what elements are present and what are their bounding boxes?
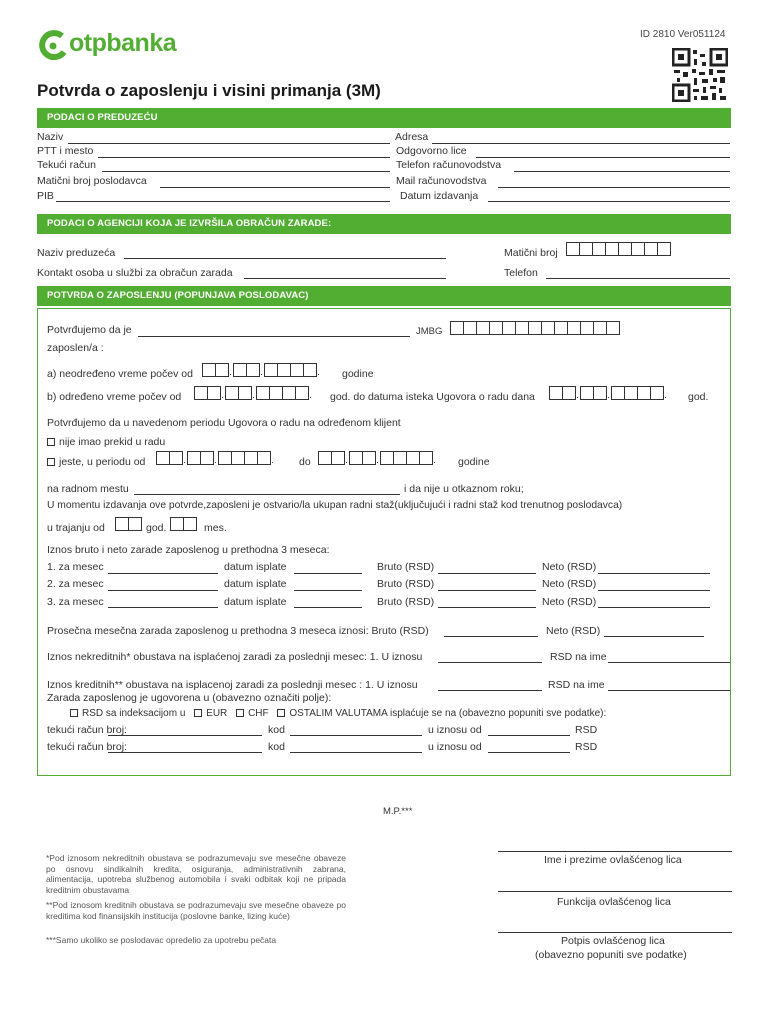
ptt-label: PTT i mesto [37,145,94,157]
salary-row-1: 1. za mesec [47,561,104,573]
employer-mb-field[interactable] [160,187,390,188]
option-b-end: god. [688,391,709,403]
employer-mb-label: Matični broj poslodavca [37,175,147,187]
stamp-label: M.P.*** [383,806,413,817]
document-id: ID 2810 Ver051124 [640,29,726,40]
credit-label: Iznos kreditnih** obustava na isplacenoj zaradi za poslednji mesec : 1. U iznosu [47,679,418,691]
section-employment-heading: POTVRDA O ZAPOSLENJU (POPUNJAVA POSLODAVAC) [37,286,731,306]
issue-date-label: Datum izdavanja [400,190,479,202]
currency-options [70,708,606,719]
salary-date-label-3: datum isplate [224,596,287,608]
jmbg-boxes[interactable] [450,321,619,335]
kod-label-2: kod [268,741,285,753]
agency-mb-boxes[interactable] [566,242,670,256]
position-field[interactable] [134,494,400,495]
avg-bruto-field[interactable] [444,636,538,637]
other-option-label: OSTALIM VALUTAMA isplaćuje se na (obavezno popuniti sve podatke): [289,708,607,719]
kod-label-1: kod [268,724,285,736]
section-agency-heading: PODACI O AGENCIJI KOJA JE IZVRŠILA OBRAČUN ZARADE: [37,214,731,234]
option-b-start-date[interactable]: . . . [194,386,313,400]
account-field-1[interactable] [108,735,262,736]
salary-neto-label-3: Neto (RSD) [542,596,597,608]
employee-name-field[interactable] [138,336,410,337]
agency-mb-label: Matični broj [504,247,558,259]
chf-option-label: CHF [248,708,269,719]
salary-bruto-label-1: Bruto (RSD) [377,561,435,573]
yes-break-option[interactable]: jeste, u periodu od [47,456,145,468]
rsd-option-label: RSD sa indeksacijom u [82,708,186,719]
salary-neto-field-3[interactable] [598,607,710,608]
brand-name: otpbanka [69,29,177,57]
noncredit-end: RSD na ime [550,651,607,663]
no-break-option[interactable]: nije imao prekid u radu [47,436,165,448]
jmbg-label: JMBG [416,326,443,337]
responsible-field[interactable] [476,157,730,158]
credit-name-field[interactable] [608,690,730,691]
signatory-name-label: Ime i prezime ovlašćenog lica [544,854,682,866]
other-checkbox[interactable] [277,709,285,717]
salary-neto-field-2[interactable] [598,590,710,591]
signatory-name-field[interactable] [498,851,732,852]
break-from-date[interactable]: . . . [156,451,275,465]
footnote-noncredit: *Pod iznosom nekreditnih obustava se podrazumevaju sve mesečne obaveze po osnovu sindikalnih kredita, osiguranja, administrativnih zabrana, alimentacija, upotreba službenog automobila i svaki odbitak koji ne pripada kreditnim obustavama [46,853,346,895]
credit-amount-field[interactable] [438,690,542,691]
break-to-date[interactable]: . . . [318,451,437,465]
noncredit-label: Iznos nekreditnih* obustava na isplaćenoj zaradi za poslednji mesec: 1. U iznosu [47,651,423,663]
acc-phone-label: Telefon računovodstva [396,159,502,171]
address-label: Adresa [395,131,429,143]
option-a-end: godine [342,368,374,380]
position-end: i da nije u otkaznom roku; [404,483,524,495]
salary-date-label-1: datum isplate [224,561,287,573]
account-label: Tekući račun [37,159,96,171]
rsd-label-2: RSD [575,741,598,753]
qr-code-icon [672,48,728,102]
salary-row-2: 2. za mesec [47,578,104,590]
avg-neto-label: Neto (RSD) [546,625,601,637]
eur-option-label: EUR [206,708,228,719]
chf-checkbox[interactable] [236,709,244,717]
position-label: na radnom mestu [47,483,129,495]
confirm-label: Potvrđujemo da je [47,324,132,336]
agency-phone-label: Telefon [504,267,538,279]
tenure-label: u trajanju od [47,522,105,534]
salary-bruto-field-1[interactable] [438,573,536,574]
salary-date-field-3[interactable] [294,607,362,608]
address-field[interactable] [432,143,730,144]
tenure-months-boxes[interactable] [170,517,196,531]
salary-bruto-field-2[interactable] [438,590,536,591]
salary-date-field-2[interactable] [294,590,362,591]
period-text: Potvrđujemo da u navedenom periodu Ugovora o radu na određenom klijent [47,417,401,429]
contract-label: Zarada zaposlenog je ugovorena u (obavezno označiti polje): [47,692,332,704]
salary-bruto-field-3[interactable] [438,607,536,608]
rsd-checkbox[interactable] [70,709,78,717]
account-field-2[interactable] [108,752,262,753]
contact-field[interactable] [244,278,446,279]
company-name-label: Naziv [37,131,64,143]
tenure-years-boxes[interactable] [115,517,141,531]
pib-field[interactable] [56,201,390,202]
tenure-text: U momentu izdavanja ove potvrde,zaposleni je ostvario/la ukupan radni staž(uključujući i radni staž kod trenutnog poslodavca) [47,500,623,511]
noncredit-amount-field[interactable] [438,662,542,663]
signature-label: Potpis ovlašćenog lica [561,935,665,947]
account-label-1: tekući račun broj: [47,724,127,736]
agency-phone-field[interactable] [546,278,730,279]
account-field[interactable] [102,171,390,172]
salary-neto-label-2: Neto (RSD) [542,578,597,590]
signature-field[interactable] [498,932,732,933]
footnote-credit: **Pod iznosom kreditnih obustava se podrazumevaju sve mesečne obaveze po kreditima kod finansijskih institucija (poslovne banke, lizing kuće) [46,900,346,921]
salary-month-field-3[interactable] [108,607,218,608]
salary-month-field-1[interactable] [108,573,218,574]
amount-field-2[interactable] [488,752,570,753]
amount-field-1[interactable] [488,735,570,736]
avg-neto-field[interactable] [604,636,704,637]
option-b-label: b) određeno vreme počev od [47,391,182,403]
option-b-mid: god. do datuma isteka Ugovora o radu dana [330,391,535,403]
rsd-label-1: RSD [575,724,598,736]
eur-checkbox[interactable] [194,709,202,717]
option-b-end-date[interactable]: . . . [549,386,668,400]
noncredit-name-field[interactable] [608,662,730,663]
section-company-heading: PODACI O PREDUZEĆU [37,108,731,128]
acc-mail-field[interactable] [498,187,730,188]
salary-bruto-label-3: Bruto (RSD) [377,596,435,608]
contact-label: Kontakt osoba u službi za obračun zarada [37,267,233,279]
yes-break-checkbox[interactable] [47,458,55,466]
otp-logo-icon [37,30,71,62]
tenure-mes: mes. [204,522,227,534]
footnote-stamp: ***Samo ukoliko se poslodavac opredelio za upotrebu pečata [46,935,277,945]
agency-name-label: Naziv preduzeća [37,247,116,259]
account-label-2: tekući račun broj: [47,741,127,753]
break-end-label: godine [458,456,490,468]
avg-salary-label: Prosečna mesečna zarada zaposlenog u prethodna 3 meseca iznosi: Bruto (RSD) [47,625,429,637]
page-title: Potvrda o zaposlenju i visini primanja (3M) [37,81,381,100]
kod-field-2[interactable] [290,752,422,753]
agency-name-field[interactable] [124,258,446,259]
signatory-function-label: Funkcija ovlašćenog lica [557,896,671,908]
issue-date-field[interactable] [488,201,730,202]
responsible-label: Odgovorno lice [396,145,467,157]
signatory-function-field[interactable] [498,891,732,892]
ptt-field[interactable] [98,157,390,158]
kod-field-1[interactable] [290,735,422,736]
acc-mail-label: Mail računovodstva [396,175,487,187]
option-a-label: a) neodređeno vreme počev od [47,368,193,380]
salary-date-label-2: datum isplate [224,578,287,590]
salary-neto-field-1[interactable] [598,573,710,574]
pib-label: PIB [37,190,54,202]
salary-month-field-2[interactable] [108,590,218,591]
salary-row-3: 3. za mesec [47,596,104,608]
salary-date-field-1[interactable] [294,573,362,574]
employed-label: zaposlen/a : [47,342,104,354]
salary-heading: Iznos bruto i neto zarade zaposlenog u prethodna 3 meseca: [47,544,330,556]
company-name-field[interactable] [68,143,390,144]
option-a-date[interactable]: . . . [202,363,321,377]
tenure-god: god. [146,522,167,534]
salary-neto-label-1: Neto (RSD) [542,561,597,573]
signature-note: (obavezno popuniti sve podatke) [535,949,687,961]
amount-label-1: u iznosu od [428,724,482,736]
acc-phone-field[interactable] [514,171,730,172]
break-do-label: do [299,456,311,468]
amount-label-2: u iznosu od [428,741,482,753]
credit-end: RSD na ime [548,679,605,691]
salary-bruto-label-2: Bruto (RSD) [377,578,435,590]
no-break-checkbox[interactable] [47,438,55,446]
